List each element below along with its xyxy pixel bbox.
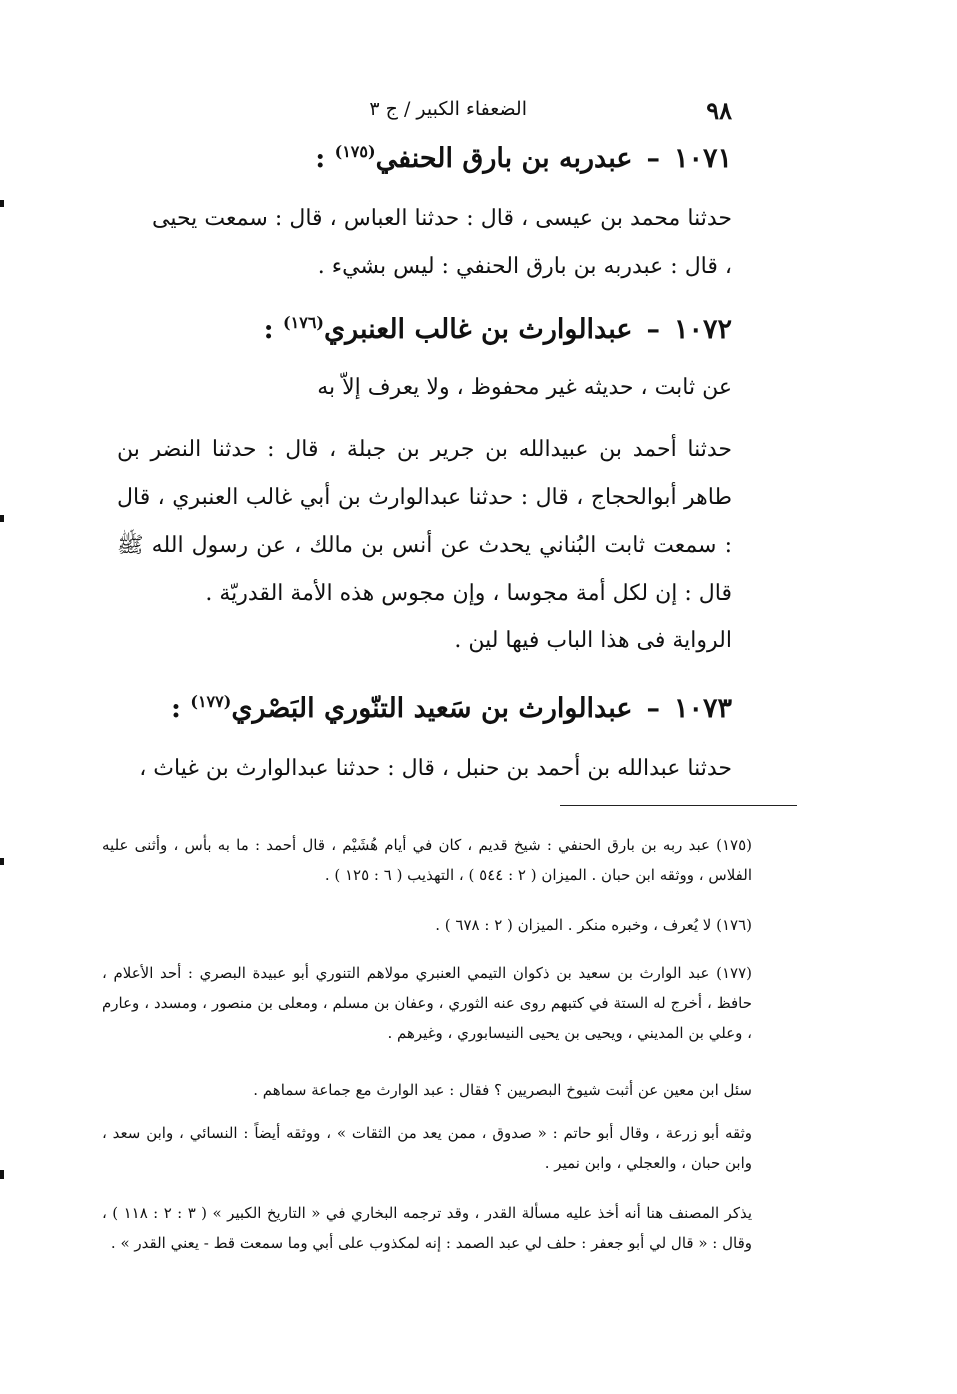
entry-body: حدثنا عبدالله بن أحمد بن حنبل ، قال : حدثنا عبدالوارث بن غياث ، bbox=[139, 756, 732, 781]
footnote-paragraph: يذكر المصنف هنا أنه أخذ عليه مسألة القدر ، وقد ترجمه البخاري في « التاريخ الكبير » ( ٣ : ٢ : ١١٨ ) ، وقال : « قال لي أبو جعفر : حلف لي عبد الصمد : إنه لمكذوب على أبي وما سمعت قط - يعني القدر » . bbox=[102, 1204, 753, 1252]
entry-body: حدثنا أحمد بن عبيدالله بن جرير بن جبلة ، قال : حدثنا النضر بن طاهر أبوالحجاج ، قال : حدثنا عبدالوارث بن أبي غالب العنبري ، قال : سمعت ثابت البُناني يحدث عن أنس بن مالك ، عن رسول الله ﷺ قال : إن لكل أمة مجوسا ، وإن مجوس هذه الأمة القدريّة . bbox=[117, 437, 732, 606]
entry-number: ١٠٧٢ bbox=[673, 314, 732, 345]
footnote-paragraph: وثقه أبو زرعة ، وقال أبو حاتم : « صدوق ، ممن يعد من الثقات » ، ووثقه أيضاً : النسائي ، وابن سعد ، وابن حبان ، والعجلي ، وابن نمير . bbox=[102, 1124, 752, 1172]
running-title: الضعفاء الكبير / ج ٣ bbox=[369, 98, 527, 120]
entry-name: عبدربه بن بارق الحنفي bbox=[375, 143, 633, 174]
entry-closing: الرواية فى هذا الباب فيها لين . bbox=[454, 628, 732, 653]
entry-heading: ١٠٧١–عبدربه بن بارق الحنفي$^{(١٧٥)}$ : bbox=[315, 142, 732, 174]
entry-name: عبدالوارث بن سَعيد التنّوري البَصْري bbox=[231, 693, 633, 724]
footnote-separator bbox=[560, 805, 797, 806]
margin-speck bbox=[0, 1170, 4, 1179]
entry-intro: عن ثابت ، حديثه غير محفوظ ، ولا يعرف إلاّ به bbox=[317, 375, 732, 400]
entry-name: عبدالوارث بن غالب العنبري bbox=[323, 314, 633, 345]
page-header bbox=[100, 96, 732, 128]
footnote-ref: (١٧٦) bbox=[283, 313, 324, 332]
footnote-176: (١٧٦) لا يُعرف ، وخبره منكر . الميزان ( ٢ : ٦٧٨ ) . bbox=[435, 916, 752, 934]
margin-speck bbox=[0, 515, 4, 522]
entry-body: حدثنا محمد بن عيسى ، قال : حدثنا العباس ، قال : سمعت يحيى ، قال : عبدربه بن بارق الحنفي : ليس بشيء . bbox=[152, 206, 732, 279]
footnote-paragraph: سئل ابن معين عن أثبت شيوخ البصريين ؟ فقال : عبد الوارث مع جماعة سماهم . bbox=[253, 1081, 752, 1099]
footnote-175: (١٧٥) عبد ربه بن بارق الحنفي : شيخ قديم ، كان في أيام هُشَيْم ، قال أحمد : ما به بأس ، وأثنى عليه الفلاس ، ووثقه ابن حبان . الميزان ( ٢ : ٥٤٤ ) ، التهذيب ( ٦ : ١٢٥ ) . bbox=[102, 836, 752, 884]
heading-colon: : bbox=[171, 693, 181, 724]
footnote-177: (١٧٧) عبد الوارث بن سعيد بن ذكوان التيمي العنبري مولاهم التنوري أبو عبيدة البصري : أحد الأعلام ، حافظ ، أخرج له الستة في كتبهم روى عنه الثوري ، وعفان بن مسلم ، ومعلى بن منصور ، ومسدد ، وعارم ، وعلي بن المديني ، ويحيى بن يحيى النيسابوري ، وغيرهم . bbox=[102, 964, 752, 1042]
entry-heading: ١٠٧٣–عبدالوارث بن سَعيد التنّوري البَصْري$^{(١٧٧)}$ : bbox=[171, 692, 732, 724]
entry-number: ١٠٧١ bbox=[673, 143, 732, 174]
footnote-ref: (١٧٧) bbox=[190, 692, 232, 711]
margin-speck bbox=[0, 200, 4, 207]
heading-colon: : bbox=[263, 314, 274, 345]
entry-heading: ١٠٧٢–عبدالوارث بن غالب العنبري$^{(١٧٦)}$ : bbox=[263, 313, 732, 345]
margin-speck bbox=[0, 858, 4, 865]
page-number: ٩٨ bbox=[706, 96, 732, 125]
entry-number: ١٠٧٣ bbox=[673, 693, 732, 724]
heading-colon: : bbox=[315, 143, 326, 174]
footnote-ref: (١٧٥) bbox=[334, 142, 376, 161]
